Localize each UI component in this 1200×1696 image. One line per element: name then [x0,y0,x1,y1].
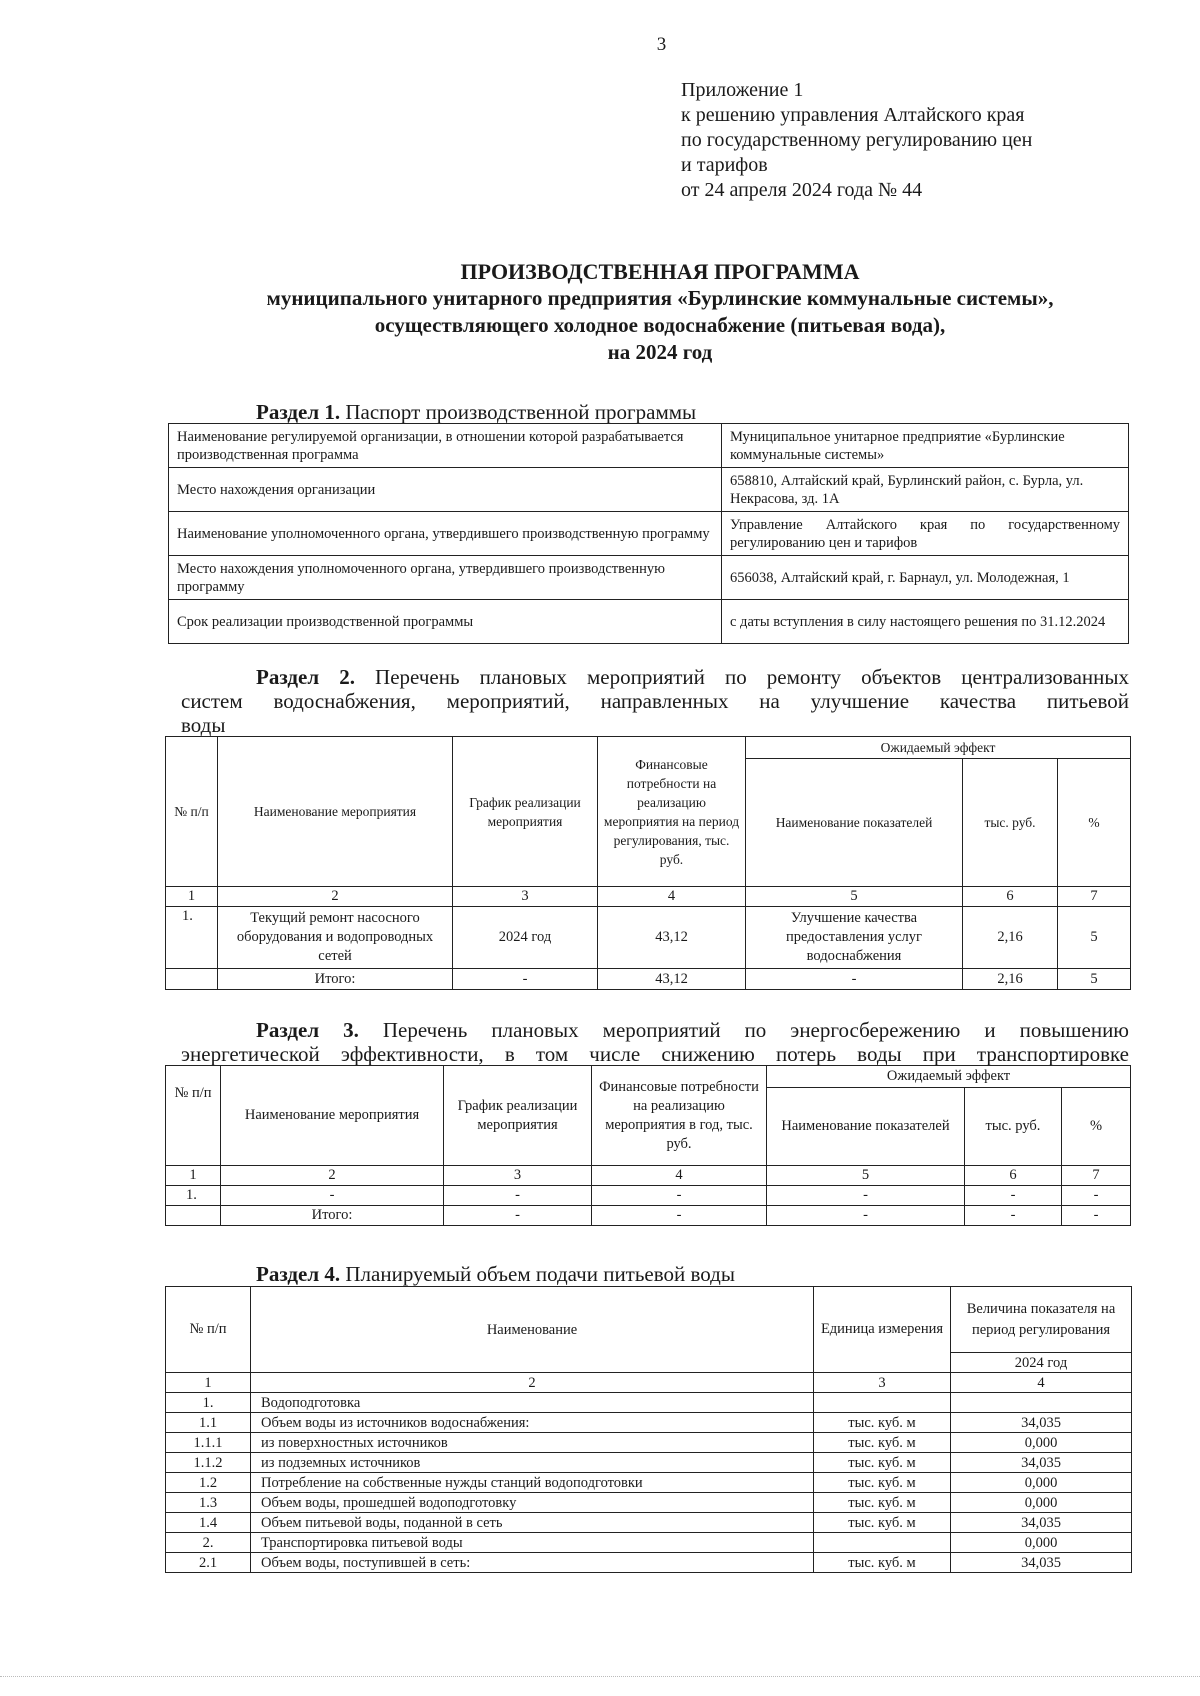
row-finance: 43,12 [598,907,746,969]
section1-heading-label: Раздел 1. [256,400,341,424]
section2-heading [181,665,1129,737]
table-row [166,1533,1132,1553]
row-unit [814,1393,951,1413]
passport-table [168,423,1129,644]
row-unit [814,1533,951,1553]
total-schedule: - [453,969,598,990]
section3-heading [181,1018,1129,1066]
row-unit: тыс. куб. м [814,1433,951,1453]
row-indicator: - [767,1186,965,1206]
passport-row-label: Срок реализации производственной программы [169,600,722,644]
section3-heading-label: Раздел 3. [256,1018,359,1042]
appendix-block [681,78,1032,203]
column-number: 7 [1062,1166,1131,1186]
row-indicator: Улучшение качества предоставления услуг водоснабжения [746,907,963,969]
table-row [166,1413,1132,1433]
col-num-header: № п/п [166,1287,251,1373]
appendix-line-3: по государственному регулированию цен [681,129,1033,151]
col-indicator-header: Наименование показателей [767,1088,965,1166]
appendix-line-5: от 24 апреля 2024 года № 44 [681,179,923,201]
passport-row-value: с даты вступления в силу настоящего решения по 31.12.2024 [722,600,1129,644]
column-number: 1 [166,1166,221,1186]
section3-heading-line-2: энергетической эффективности, в том числе снижению потерь воды при транспортировке [181,1042,1129,1066]
row-num: 2. [166,1533,251,1553]
col-unit-header: Единица измерения [814,1287,951,1373]
column-number: 4 [598,887,746,907]
row-percent: - [1062,1186,1131,1206]
row-unit: тыс. куб. м [814,1513,951,1533]
row-name: Транспортировка питьевой воды [251,1533,814,1553]
column-number: 3 [444,1166,592,1186]
section4-heading-text: Планируемый объем подачи питьевой воды [340,1262,735,1286]
total-empty-cell [166,1206,221,1226]
repair-measures-table [165,736,1131,990]
table-row [166,1493,1132,1513]
total-schedule: - [444,1206,592,1226]
row-value: 0,000 [951,1433,1132,1453]
table-row [166,1433,1132,1453]
total-indicator: - [767,1206,965,1226]
section2-heading-line-2: систем водоснабжения, мероприятий, направленных на улучшение качества питьевой [181,689,1129,713]
column-number: 2 [218,887,453,907]
page-number: 3 [656,34,667,55]
col-percent-header: % [1062,1088,1131,1166]
table-row [166,907,1131,969]
row-value: 0,000 [951,1493,1132,1513]
passport-row-label: Место нахождения организации [169,468,722,512]
total-label: Итого: [221,1206,444,1226]
total-indicator: - [746,969,963,990]
row-schedule: 2024 год [453,907,598,969]
row-num: 1.2 [166,1473,251,1493]
passport-row [169,600,1129,644]
row-thousand: - [965,1186,1062,1206]
title-line-4: на 2024 год [607,340,713,364]
title-line-2: муниципального унитарного предприятия «Бурлинские коммунальные системы», [266,286,1054,310]
row-num: 1. [166,1186,221,1206]
col-finance-header: Финансовые потребности на реализацию мероприятия на период регулирования, тыс. руб. [598,737,746,887]
col-value-header: Величина показателя на период регулирования [951,1287,1132,1353]
row-name: - [221,1186,444,1206]
section2-heading-line-3: воды [181,713,226,737]
row-value: 34,035 [951,1413,1132,1433]
row-name: Объем воды, прошедшей водоподготовку [251,1493,814,1513]
row-num: 1.4 [166,1513,251,1533]
total-label: Итого: [218,969,453,990]
col-indicator-header: Наименование показателей [746,759,963,887]
total-thousand: 2,16 [963,969,1058,990]
col-name-header: Наименование [251,1287,814,1373]
column-number: 7 [1058,887,1131,907]
row-num: 1. [166,1393,251,1413]
header-row [166,1287,1132,1353]
column-number: 3 [814,1373,951,1393]
passport-row-value: 656038, Алтайский край, г. Барнаул, ул. Молодежная, 1 [722,556,1129,600]
title-line-3: осуществляющего холодное водоснабжение (питьевая вода), [374,313,946,337]
table-row [166,1186,1131,1206]
row-value [951,1393,1132,1413]
section3-heading-line-1: Перечень плановых мероприятий по энергосбережению и повышению [358,1018,1129,1042]
total-percent: 5 [1058,969,1131,990]
total-finance: - [592,1206,767,1226]
col-effect-header: Ожидаемый эффект [746,737,1131,759]
col-finance-header: Финансовые потребности на реализацию мероприятия в год, тыс. руб. [592,1066,767,1166]
col-name-header: Наименование мероприятия [221,1066,444,1166]
row-value: 0,000 [951,1533,1132,1553]
row-schedule: - [444,1186,592,1206]
document-title [160,258,1160,366]
total-thousand: - [965,1206,1062,1226]
section4-heading [256,1262,735,1286]
column-number: 4 [951,1373,1132,1393]
column-number: 6 [963,887,1058,907]
row-unit: тыс. куб. м [814,1413,951,1433]
col-num-header: № п/п [166,737,218,887]
total-empty-cell [166,969,218,990]
col-thousand-header: тыс. руб. [963,759,1058,887]
passport-row [169,556,1129,600]
col-schedule-header: График реализации мероприятия [453,737,598,887]
row-unit: тыс. куб. м [814,1473,951,1493]
row-value: 34,035 [951,1553,1132,1573]
row-unit: тыс. куб. м [814,1553,951,1573]
row-num: 1. [166,907,218,969]
section1-heading-text: Паспорт производственной программы [340,400,697,424]
row-value: 34,035 [951,1513,1132,1533]
col-name-header: Наименование мероприятия [218,737,453,887]
row-name: из подземных источников [251,1453,814,1473]
row-num: 2.1 [166,1553,251,1573]
total-finance: 43,12 [598,969,746,990]
title-line-1: ПРОИЗВОДСТВЕННАЯ ПРОГРАММА [460,259,860,284]
passport-row-value: Муниципальное унитарное предприятие «Бурлинские коммунальные системы» [722,424,1129,468]
passport-row [169,512,1129,556]
column-number: 1 [166,1373,251,1393]
row-finance: - [592,1186,767,1206]
scan-edge-line [0,1676,1200,1679]
col-percent-header: % [1058,759,1131,887]
passport-row [169,468,1129,512]
appendix-line-2: к решению управления Алтайского края [681,104,1025,126]
total-row [166,969,1131,990]
row-value: 0,000 [951,1473,1132,1493]
section1-heading [256,400,696,424]
column-number: 4 [592,1166,767,1186]
col-schedule-header: График реализации мероприятия [444,1066,592,1166]
passport-row-label: Наименование уполномоченного органа, утвердившего производственную программу [169,512,722,556]
appendix-line-1: Приложение 1 [681,79,804,101]
column-number-row [166,1373,1132,1393]
column-number-row [166,887,1131,907]
row-name: Текущий ремонт насосного оборудования и водопроводных сетей [218,907,453,969]
total-percent: - [1062,1206,1131,1226]
appendix-line-4: и тарифов [681,154,768,176]
row-name: из поверхностных источников [251,1433,814,1453]
row-value: 34,035 [951,1453,1132,1473]
column-number: 6 [965,1166,1062,1186]
column-number: 5 [746,887,963,907]
section2-heading-line-1: Перечень плановых мероприятий по ремонту объектов централизованных [354,665,1129,689]
table-row [166,1553,1132,1573]
column-number: 1 [166,887,218,907]
col-num-header: № п/п [166,1066,221,1166]
table-row [166,1453,1132,1473]
row-name: Объем воды из источников водоснабжения: [251,1413,814,1433]
row-name: Объем питьевой воды, поданной в сеть [251,1513,814,1533]
row-thousand: 2,16 [963,907,1058,969]
passport-row-label: Наименование регулируемой организации, в отношении которой разрабатывается производственная программа [169,424,722,468]
header-row [166,1066,1131,1088]
passport-row-value: Управление Алтайского края по государственному регулированию цен и тарифов [722,512,1129,556]
water-supply-volume-table [165,1286,1132,1573]
table-row [166,1513,1132,1533]
row-unit: тыс. куб. м [814,1453,951,1473]
row-name: Водоподготовка [251,1393,814,1413]
row-num: 1.1 [166,1413,251,1433]
col-effect-header: Ожидаемый эффект [767,1066,1131,1088]
col-thousand-header: тыс. руб. [965,1088,1062,1166]
column-number: 3 [453,887,598,907]
row-num: 1.1.1 [166,1433,251,1453]
column-number-row [166,1166,1131,1186]
passport-row-value: 658810, Алтайский край, Бурлинский район, с. Бурла, ул. Некрасова, зд. 1А [722,468,1129,512]
column-number: 2 [221,1166,444,1186]
total-row [166,1206,1131,1226]
header-row [166,737,1131,759]
col-year-header: 2024 год [951,1353,1132,1373]
row-num: 1.1.2 [166,1453,251,1473]
passport-row [169,424,1129,468]
row-name: Объем воды, поступившей в сеть: [251,1553,814,1573]
column-number: 5 [767,1166,965,1186]
table-row [166,1393,1132,1413]
table-row [166,1473,1132,1493]
row-unit: тыс. куб. м [814,1493,951,1513]
row-percent: 5 [1058,907,1131,969]
row-name: Потребление на собственные нужды станций водоподготовки [251,1473,814,1493]
row-num: 1.3 [166,1493,251,1513]
column-number: 2 [251,1373,814,1393]
section4-heading-label: Раздел 4. [256,1262,341,1286]
passport-row-label: Место нахождения уполномоченного органа, утвердившего производственную программу [169,556,722,600]
energy-measures-table [165,1065,1131,1226]
section2-heading-label: Раздел 2. [256,665,355,689]
